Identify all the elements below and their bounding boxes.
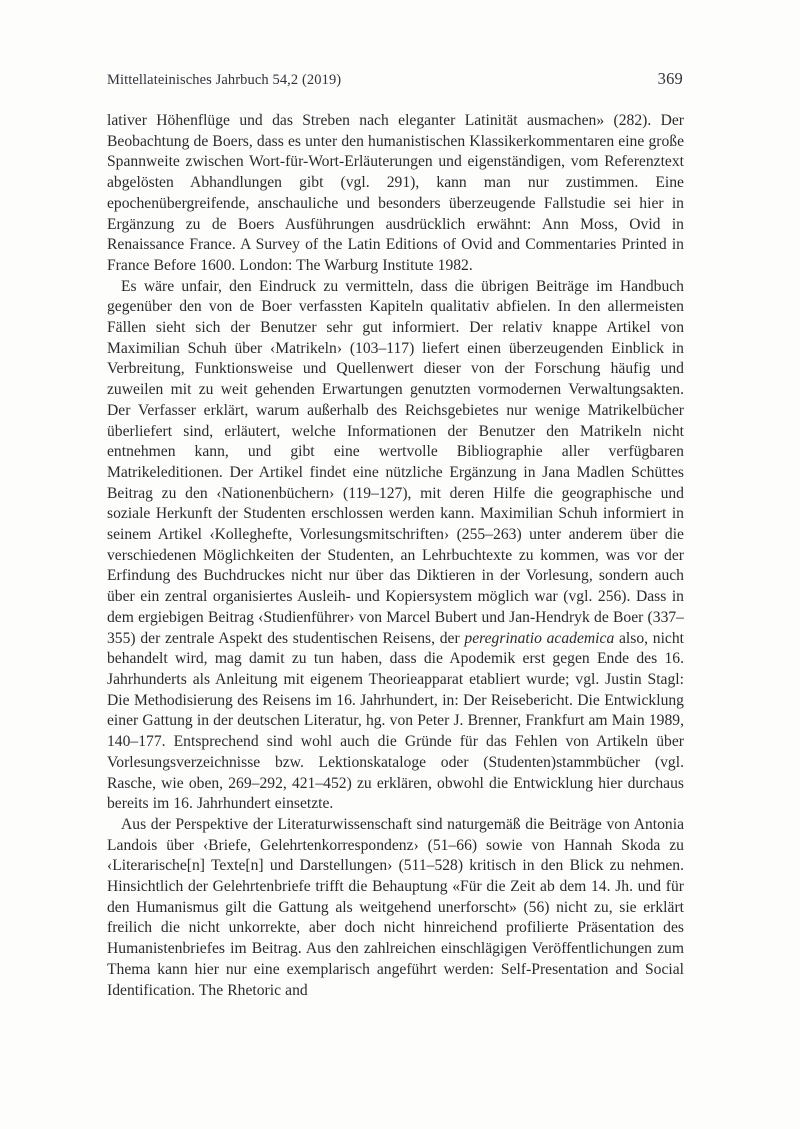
- paragraph-2: [107, 277, 684, 815]
- paragraph-2-lead-text: Es wäre unfair, den Eindruck zu vermitteln, dass die übrigen Beiträge im Handbuch gegenüber den von de Boer verfassten Kapiteln qualitativ abfielen. In den allermeisten Fällen sieht sich der Benutzer sehr gut informiert. Der relativ knappe Artikel von Maximilian Schuh über ‹Matrikeln› (103–117) liefert einen überzeugenden Einblick in Verbreitung, Funktionsweise und Quellenwert dieser von der Forschung häufig und zuweilen mit zu weit gehenden Erwartungen genutzten vormodernen Verwaltungsakten. Der Verfasser erklärt, warum außerhalb des Reichsgebietes nur wenige Matrikelbücher überliefert sind, erläutert, welche Informationen der Benutzer den Matrikeln nicht entnehmen kann, und gibt eine wertvolle Bibliographie aller verfügbaren Matrikeleditionen. Der Artikel findet eine nützliche Ergänzung in Jana Madlen Schüttes Beitrag zu den ‹Nationenbüchern› (119–127), mit deren Hilfe die geographische und soziale Herkunft der Studenten erschlossen werden kann. Maximilian Schuh informiert in seinem Artikel ‹Kolleghefte, Vorlesungsmitschriften› (255–263) unter anderem über die verschiedenen Möglichkeiten der Studenten, an Lehrbuchtexte zu kommen, was vor der Erfindung des Buchdruckes nicht nur über das Diktieren in der Vorlesung, sondern auch über ein zentral organisiertes Ausleih- und Kopiersystem möglich war (vgl. 256). Dass in dem ergiebigen Beitrag ‹Studienführer› von Marcel Bubert und Jan-Hendryk de Boer (337–355) der zentrale Aspekt des studentischen Reisens, der: [107, 277, 684, 647]
- paragraph-1: lativer Höhenflüge und das Streben nach eleganter Latinität ausmachen» (282). Der Beobachtung de Boers, dass es unter den humanistischen Klassikerkommentaren eine große Spannweite zwischen Wort-für-Wort-Erläuterungen und eigenständigen, vom Referenztext abgelösten Abhandlungen gibt (vgl. 291), kann man nur zustimmen. Eine epochenübergreifende, anschauliche und besonders überzeugende Fallstudie sei hier in Ergänzung zu de Boers Ausführungen ausdrücklich erwähnt: Ann Moss, Ovid in Renaissance France. A Survey of the Latin Editions of Ovid and Commentaries Printed in France Before 1600. London: The Warburg Institute 1982.: [107, 112, 684, 274]
- paragraph-2-trailing-text: also, nicht behandelt wird, mag damit zu tun haben, dass die Apodemik erst gegen Ende des 16. Jahrhunderts als Anleitung mit eigenem Theorieapparat etabliert wurde; vgl. Justin Stagl: Die Methodisierung des Reisens im 16. Jahrhundert, in: Der Reisebericht. Die Entwicklung einer Gattung in der deutschen Literatur, hg. von Peter J. Brenner, Frankfurt am Main 1989, 140–177. Entsprechend sind wohl auch die Gründe für das Fehlen von Artikeln über Vorlesungsverzeichnisse bzw. Lektionskataloge oder (Studenten)stammbücher (vgl. Rasche, wie oben, 269–292, 421–452) zu erklären, obwohl die Entwicklung hier durchaus bereits im 16. Jahrhundert einsetzte.: [107, 629, 684, 813]
- running-head-journal-title: Mittellateinisches Jahrbuch 54,2 (2019): [107, 72, 342, 88]
- body-text-block: [107, 111, 684, 1001]
- latin-term-peregrinatio-academica: peregrinatio academica: [464, 629, 615, 647]
- page-number: 369: [657, 69, 683, 88]
- running-head: [107, 69, 683, 89]
- paragraph-3: Aus der Perspektive der Literaturwissenschaft sind naturgemäß die Beiträge von Antonia Landois über ‹Briefe, Gelehrtenkorrespondenz› (51–66) sowie von Hannah Skoda zu ‹Literarische[n] Texte[n] und Darstellungen› (511–528) kritisch in den Blick zu nehmen. Hinsichtlich der Gelehrtenbriefe trifft die Behauptung «Für die Zeit ab dem 14. Jh. und für den Humanismus gilt die Gattung als weitgehend unerforscht» (56) nicht zu, sie erklärt freilich die nicht unkorrekte, aber doch nicht hinreichend profilierte Präsentation des Humanistenbriefes im Beitrag. Aus den zahlreichen einschlägigen Veröffentlichungen zum Thema kann hier nur eine exemplarisch angeführt werden: Self-Presentation and Social Identification. The Rhetoric and: [107, 815, 684, 999]
